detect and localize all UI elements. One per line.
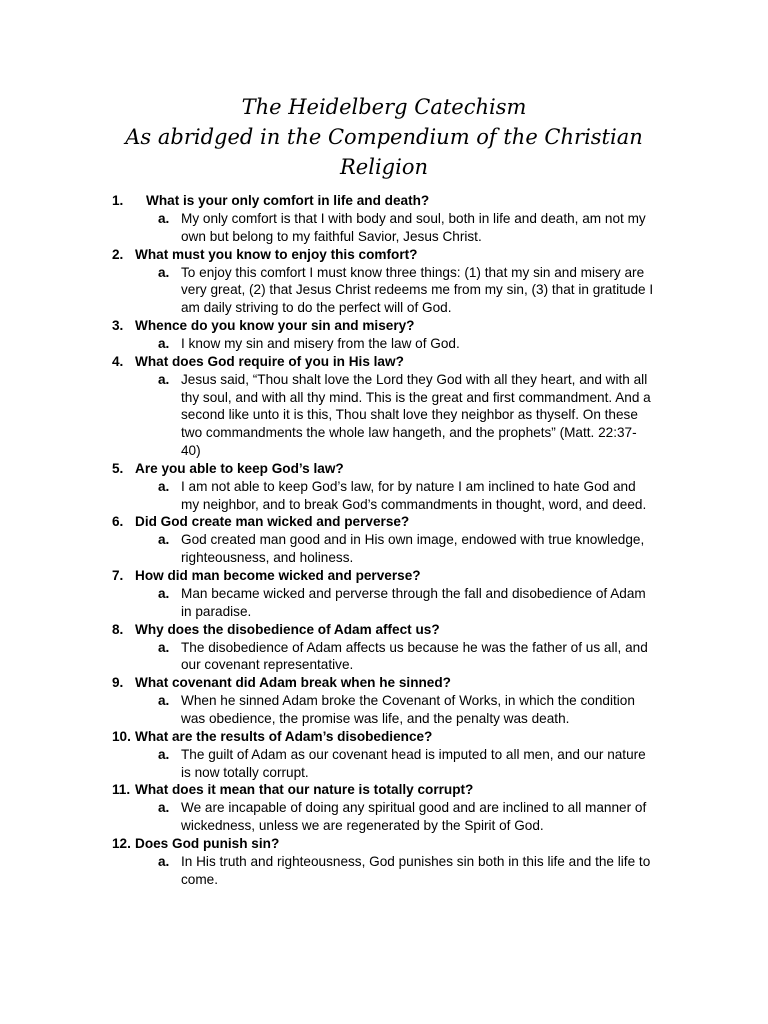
- question: [0, 835, 768, 853]
- question-item: [0, 192, 768, 246]
- answer: [0, 853, 768, 889]
- question-text: Did God create man wicked and perverse?: [135, 514, 410, 530]
- question-text: Are you able to keep God’s law?: [135, 460, 344, 476]
- answer: [0, 746, 768, 782]
- question-number: 12.: [112, 835, 131, 851]
- question-text: What are the results of Adam’s disobedience?: [135, 728, 433, 744]
- answer-label: a.: [158, 853, 170, 869]
- question-text: Whence do you know your sin and misery?: [135, 317, 415, 333]
- answer-text: Jesus said, “Thou shalt love the Lord they God with all they heart, and with all thy soul, and with all thy mind. This is the great and first commandment. And a second like unto it is this, Thou shalt love they neighbor as thyself. On these two commandments the whole law hangeth, and the prophets” (Matt. 22:37-40): [181, 371, 651, 458]
- answer-text: We are incapable of doing any spiritual good and are inclined to all manner of wickedness, unless we are regenerated by the Spirit of God.: [181, 800, 647, 834]
- title-line-2: As abridged in the Compendium of the Christian: [125, 125, 643, 149]
- answer: [0, 639, 768, 675]
- question: [0, 621, 768, 639]
- question: [0, 567, 768, 585]
- answer: [0, 531, 768, 567]
- question-item: [0, 567, 768, 621]
- answer-text: When he sinned Adam broke the Covenant of Works, in which the condition was obedience, the promise was life, and the penalty was death.: [181, 693, 635, 726]
- question-number: 6.: [112, 514, 124, 530]
- question-item: [0, 353, 768, 460]
- answer-text: God created man good and in His own image, endowed with true knowledge, righteousness, and holiness.: [181, 532, 645, 566]
- question-number: 9.: [112, 675, 124, 691]
- question-item: [0, 674, 768, 728]
- answer-label: a.: [158, 264, 170, 280]
- question: [0, 513, 768, 531]
- question-number: 3.: [112, 317, 124, 333]
- answer-text: To enjoy this comfort I must know three things: (1) that my sin and misery are very great, (2) that Jesus Christ redeems me from my sin, (3) that in gratitude I am daily striving to do the perfect will of God.: [181, 264, 654, 316]
- question-text: What does it mean that our nature is totally corrupt?: [135, 782, 474, 798]
- answer-label: a.: [158, 211, 170, 226]
- question-number: 7.: [112, 567, 124, 583]
- answer-text: Man became wicked and perverse through the fall and disobedience of Adam in paradise.: [181, 585, 646, 619]
- question-item: [0, 781, 768, 835]
- question-number: 1.: [112, 193, 124, 208]
- answer: [0, 335, 768, 353]
- question: [0, 246, 768, 264]
- answer-label: a.: [158, 693, 170, 709]
- answer-label: a.: [158, 800, 170, 816]
- question: [0, 728, 768, 746]
- answer-text: The guilt of Adam as our covenant head is imputed to all men, and our nature is now totally corrupt.: [181, 746, 646, 780]
- answer: [0, 585, 768, 621]
- question: [0, 317, 768, 335]
- question-text: Does God punish sin?: [135, 835, 280, 851]
- question-item: [0, 621, 768, 675]
- question-number: 4.: [112, 353, 124, 369]
- question-text: Why does the disobedience of Adam affect us?: [135, 621, 440, 637]
- question-list: [0, 192, 768, 889]
- question: [0, 781, 768, 799]
- document-title: [0, 92, 768, 182]
- answer: [0, 799, 768, 835]
- question-item: [0, 246, 768, 317]
- question-text: What must you know to enjoy this comfort?: [135, 246, 418, 262]
- question-number: 8.: [112, 621, 124, 637]
- answer: [0, 210, 768, 246]
- answer: [0, 371, 768, 460]
- question: [0, 674, 768, 692]
- question-item: [0, 460, 768, 514]
- question-text: What does God require of you in His law?: [135, 353, 404, 369]
- answer: [0, 692, 768, 728]
- question: [0, 460, 768, 478]
- question: [0, 192, 768, 210]
- question-number: 2.: [112, 246, 124, 262]
- answer-label: a.: [158, 478, 170, 494]
- question-number: 10.: [112, 728, 131, 744]
- answer-text: I am not able to keep God’s law, for by nature I am inclined to hate God and my neighbor, and to break God’s commandments in thought, word, and deed.: [181, 478, 647, 512]
- question-text: What covenant did Adam break when he sinned?: [135, 675, 451, 691]
- answer-label: a.: [158, 371, 170, 387]
- answer-label: a.: [158, 532, 170, 548]
- answer-label: a.: [158, 746, 170, 762]
- answer: [0, 264, 768, 317]
- question-item: [0, 728, 768, 782]
- question-item: [0, 513, 768, 567]
- question-item: [0, 835, 768, 889]
- title-line-1: The Heidelberg Catechism: [241, 95, 527, 119]
- question-number: 11.: [112, 782, 131, 798]
- answer-label: a.: [158, 639, 170, 655]
- question-item: [0, 317, 768, 353]
- answer-label: a.: [158, 335, 170, 351]
- question-text: What is your only comfort in life and death?: [146, 193, 430, 208]
- answer: [0, 478, 768, 514]
- answer-text: My only comfort is that I with body and soul, both in life and death, am not my own but belong to my faithful Savior, Jesus Christ.: [181, 211, 646, 244]
- answer-label: a.: [158, 585, 170, 601]
- title-line-3: Religion: [340, 155, 428, 179]
- answer-text: In His truth and righteousness, God punishes sin both in this life and the life to come.: [181, 853, 651, 887]
- answer-text: The disobedience of Adam affects us because he was the father of us all, and our covenant representative.: [181, 639, 648, 673]
- question-text: How did man become wicked and perverse?: [135, 567, 421, 583]
- answer-text: I know my sin and misery from the law of God.: [181, 335, 460, 351]
- question-number: 5.: [112, 460, 124, 476]
- question: [0, 353, 768, 371]
